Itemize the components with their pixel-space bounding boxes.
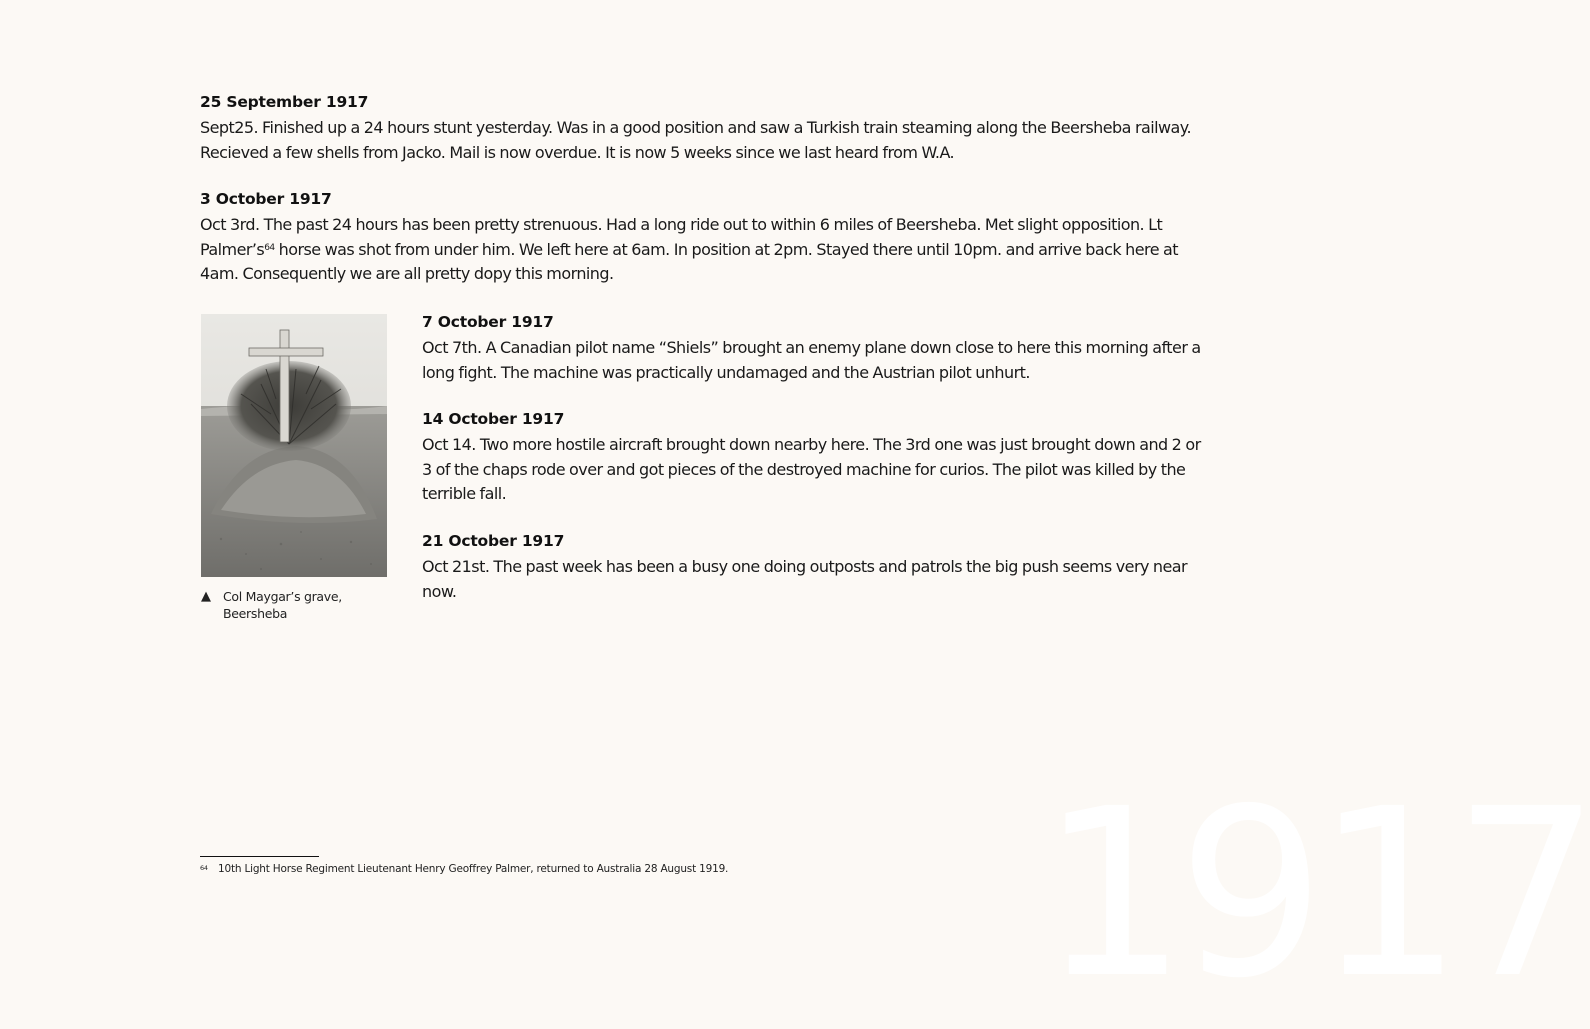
footnote-number: 64 <box>200 864 208 872</box>
entry-date: 25 September 1917 <box>200 93 369 111</box>
entry-date: 7 October 1917 <box>422 313 554 331</box>
diary-entry-3-october <box>200 189 1200 287</box>
entry-date: 14 October 1917 <box>422 410 565 428</box>
footnote-divider <box>200 856 319 857</box>
entry-text <box>200 213 1200 287</box>
entry-date: 21 October 1917 <box>422 532 565 550</box>
triangle-icon: ▲ <box>201 589 211 604</box>
diary-entry-14-october <box>422 409 1202 507</box>
footnote <box>200 862 728 876</box>
entry-text: Oct 21st. The past week has been a busy one doing outposts and patrols the big push seems very near now. <box>422 557 1188 601</box>
footnote-text: 10th Light Horse Regiment Lieutenant Henry Geoffrey Palmer, returned to Australia 28 August 1919. <box>218 863 729 875</box>
footnote-reference[interactable]: 64 <box>264 242 275 253</box>
caption-line: Col Maygar’s grave, <box>223 589 342 604</box>
caption-line: Beersheba <box>223 606 288 621</box>
entry-text: Oct 14. Two more hostile aircraft brought down nearby here. The 3rd one was just brought down and 2 or 3 of the chaps rode over and got pieces of the destroyed machine for curios. The pilot was killed by the terrible fall. <box>422 435 1201 503</box>
diary-entry-25-september <box>200 92 1200 165</box>
entry-text-part: horse was shot from under him. We left here at 6am. In position at 2pm. Stayed there until 10pm. and arrive back here at 4am. Consequently we are all pretty dopy this morning. <box>200 239 1179 283</box>
year-watermark: 1917 <box>1040 759 1590 1029</box>
photo-caption <box>201 588 401 622</box>
entry-text: Oct 7th. A Canadian pilot name “Shiels” brought an enemy plane down close to here this morning after a long fight. The machine was practically undamaged and the Austrian pilot unhurt. <box>422 338 1201 382</box>
diary-entry-21-october <box>422 531 1202 604</box>
diary-entry-7-october <box>422 312 1202 385</box>
grave-photo-image <box>201 314 387 577</box>
entry-text: Sept25. Finished up a 24 hours stunt yesterday. Was in a good position and saw a Turkish train steaming along the Beersheba railway. Recieved a few shells from Jacko. Mail is now overdue. It is now 5 weeks since we last heard from W.A. <box>200 118 1191 162</box>
grave-photo <box>201 314 387 577</box>
entry-text-part: Oct 3rd. The past 24 hours has been pretty strenuous. Had a long ride out to within 6 miles of Beersheba. Met slight opposition. Lt Palmer’s <box>200 215 1163 259</box>
entry-date: 3 October 1917 <box>200 190 332 208</box>
